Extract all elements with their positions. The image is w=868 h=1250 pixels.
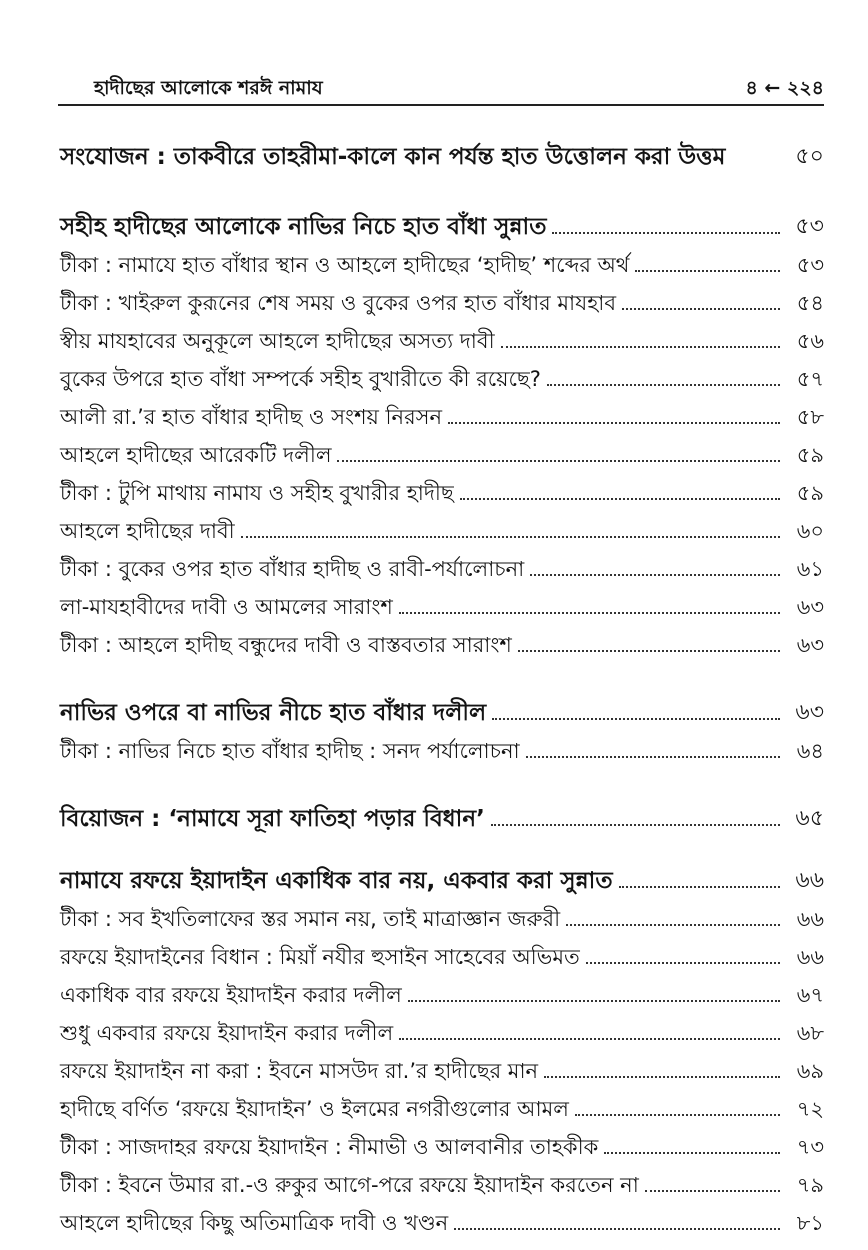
toc-entry-title: টীকা : খাইরুল কুরূনের শেষ সময় ও বুকের ওপর হাত বাঁধার মাযহাব <box>60 291 617 315</box>
leader-dots <box>544 1076 780 1078</box>
toc-entry-title: টীকা : টুপি মাথায় নামায ও সহীহ বুখারীর হাদীছ <box>60 481 454 505</box>
toc-entry-title: নাভির ওপরে বা নাভির নীচে হাত বাঁধার দলীল <box>60 700 487 726</box>
toc-entry-title: টীকা : ইবনে উমার রা.-ও রুকুর আগে-পরে রফয়ে ইয়াদাইন করতেন না <box>60 1173 639 1197</box>
toc-entry-title: টীকা : আহলে হাদীছ বন্ধুদের দাবী ও বাস্তবতার সারাংশ <box>60 633 512 657</box>
toc-entry-page: ৬৯ <box>796 1059 824 1083</box>
toc-entry-page: ৬৫ <box>795 806 824 831</box>
toc-entry <box>60 472 824 508</box>
leader-dots <box>460 498 780 500</box>
toc-entry-page: ৫৯ <box>796 481 824 505</box>
toc-entry-page: ৬১ <box>796 557 824 581</box>
toc-entry <box>60 860 824 896</box>
toc-entry <box>60 1164 824 1200</box>
toc-entry-title: আহলে হাদীছের কিছু অতিমাত্রিক দাবী ও খণ্ডন <box>60 1211 449 1235</box>
toc-entry <box>60 358 824 394</box>
toc-entry-page: ৫০ <box>795 144 824 169</box>
leader-dots <box>399 1038 780 1040</box>
toc-entry <box>60 624 824 660</box>
toc-entry <box>60 586 824 622</box>
toc-entry-page: ৫৭ <box>796 367 824 391</box>
toc-entry-page: ৫৩ <box>796 253 824 277</box>
toc-entry <box>60 548 824 584</box>
toc-entry <box>60 396 824 432</box>
toc-entry-page: ৫৮ <box>796 405 824 429</box>
toc-entry <box>60 1012 824 1048</box>
toc-entry-title: বুকের উপরে হাত বাঁধা সম্পর্কে সহীহ বুখারীতে কী রয়েছে? <box>60 367 541 391</box>
leader-dots <box>491 824 780 826</box>
leader-dots <box>586 962 780 964</box>
toc-entry-title: রফয়ে ইয়াদাইন না করা : ইবনে মাসউদ রা.’র হাদীছের মান <box>60 1059 539 1083</box>
running-title: হাদীছের আলোকে শরঈ নামায <box>94 77 323 99</box>
toc-entry-page: ৬৮ <box>796 1021 824 1045</box>
page-number: ৪ ← ২২৪ <box>745 77 824 99</box>
toc-entry-title: আহলে হাদীছের দাবী <box>60 519 235 543</box>
toc-entry <box>60 136 824 172</box>
leader-dots <box>604 1152 780 1154</box>
toc-entry-title: টীকা : নাভির নিচে হাত বাঁধার হাদীছ : সনদ পর্যালোচনা <box>60 739 520 763</box>
toc-entry-page: ৬০ <box>796 519 824 543</box>
toc-entry-page: ৬৭ <box>796 983 824 1007</box>
toc-entry-title: সংযোজন : তাকবীরে তাহরীমা-কালে কান পর্যন্ত হাত উত্তোলন করা উত্তম <box>60 144 726 170</box>
toc-entry <box>60 692 824 728</box>
toc-entry <box>60 936 824 972</box>
leader-dots <box>492 718 780 720</box>
leader-dots <box>566 924 780 926</box>
toc-entry-page: ৭৯ <box>796 1173 824 1197</box>
toc-entry-title: সহীহ হাদীছের আলোকে নাভির নিচে হাত বাঁধা সুন্নাত <box>60 214 547 240</box>
toc-entry <box>60 510 824 546</box>
leader-dots <box>552 232 780 234</box>
toc-entry-title: শুধু একবার রফয়ে ইয়াদাইন করার দলীল <box>60 1021 394 1045</box>
toc-entry <box>60 1088 824 1124</box>
toc-entry-page: ৫৬ <box>796 329 824 353</box>
toc-entry <box>60 1202 824 1238</box>
toc-entry-title: টীকা : সব ইখতিলাফের স্তর সমান নয়, তাই মাত্রাজ্ঞান জরুরী <box>60 907 561 931</box>
toc-entry <box>60 974 824 1010</box>
toc-entry <box>60 1050 824 1086</box>
toc-entry-title: টীকা : সাজদাহর রফয়ে ইয়াদাইন : নীমাভী ও আলবানীর তাহকীক <box>60 1135 599 1159</box>
toc-entry-title: টীকা : বুকের ওপর হাত বাঁধার হাদীছ ও রাবী-পর্যালোচনা <box>60 557 525 581</box>
toc-entry <box>60 434 824 470</box>
toc-entry-page: ৫৪ <box>796 291 824 315</box>
toc-entry-page: ৬৩ <box>796 595 824 619</box>
toc-entry-title: রফয়ে ইয়াদাইনের বিধান : মিয়াঁ নযীর হুসাইন সাহেবের অভিমত <box>60 945 580 969</box>
leader-dots <box>501 346 780 348</box>
toc-entry <box>60 798 824 834</box>
toc-entry-page: ৮১ <box>796 1211 824 1235</box>
toc-entry-page: ৬৪ <box>796 739 824 763</box>
leader-dots <box>530 574 780 576</box>
leader-dots <box>547 384 780 386</box>
toc-entry-page: ৬৩ <box>796 633 824 657</box>
leader-dots <box>575 1114 780 1116</box>
toc-entry-page: ৬৩ <box>795 700 824 725</box>
toc-entry-page: ৫৯ <box>796 443 824 467</box>
toc-entry-title: নামাযে রফয়ে ইয়াদাইন একাধিক বার নয়, একবার করা সুন্নাত <box>60 868 613 894</box>
leader-dots <box>454 1228 780 1230</box>
leader-dots <box>408 1000 780 1002</box>
toc-entry <box>60 282 824 318</box>
toc-entry-page: ৭৩ <box>796 1135 824 1159</box>
leader-dots <box>619 886 780 888</box>
toc-entry-page: ৭২ <box>796 1097 824 1121</box>
leader-dots <box>526 756 780 758</box>
toc-entry <box>60 898 824 934</box>
toc-entry <box>60 206 824 242</box>
toc-entry <box>60 730 824 766</box>
leader-dots <box>337 460 780 462</box>
leader-dots <box>518 650 780 652</box>
toc-entry-title: হাদীছে বর্ণিত ‘রফয়ে ইয়াদাইন’ ও ইলমের নগরীগুলোর আমল <box>60 1097 569 1121</box>
leader-dots <box>241 536 780 538</box>
toc-entry <box>60 244 824 280</box>
toc-entry-title: আহলে হাদীছের আরেকটি দলীল <box>60 443 332 467</box>
toc-entry-title: লা-মাযহাবীদের দাবী ও আমলের সারাংশ <box>60 595 393 619</box>
toc-entry-title: বিয়োজন : ‘নামাযে সূরা ফাতিহা পড়ার বিধান’ <box>60 806 485 832</box>
leader-dots <box>645 1190 780 1192</box>
leader-dots <box>635 270 780 272</box>
toc-entry-title: আলী রা.’র হাত বাঁধার হাদীছ ও সংশয় নিরসন <box>60 405 443 429</box>
toc-entry <box>60 320 824 356</box>
toc-entry-page: ৬৬ <box>795 868 824 893</box>
toc-entry-title: একাধিক বার রফয়ে ইয়াদাইন করার দলীল <box>60 983 402 1007</box>
leader-dots <box>622 308 780 310</box>
toc-entry-title: স্বীয় মাযহাবের অনুকূলে আহলে হাদীছের অসত্য দাবী <box>60 329 495 353</box>
toc-entry-page: ৫৩ <box>795 214 824 239</box>
leader-dots <box>399 612 780 614</box>
running-header <box>58 74 824 106</box>
toc-entry-title: টীকা : নামাযে হাত বাঁধার স্থান ও আহলে হাদীছের ‘হাদীছ’ শব্দের অর্থ <box>60 253 630 277</box>
toc-entry <box>60 1126 824 1162</box>
toc-entry-page: ৬৬ <box>796 945 824 969</box>
leader-dots <box>448 422 780 424</box>
toc-entry-page: ৬৬ <box>796 907 824 931</box>
